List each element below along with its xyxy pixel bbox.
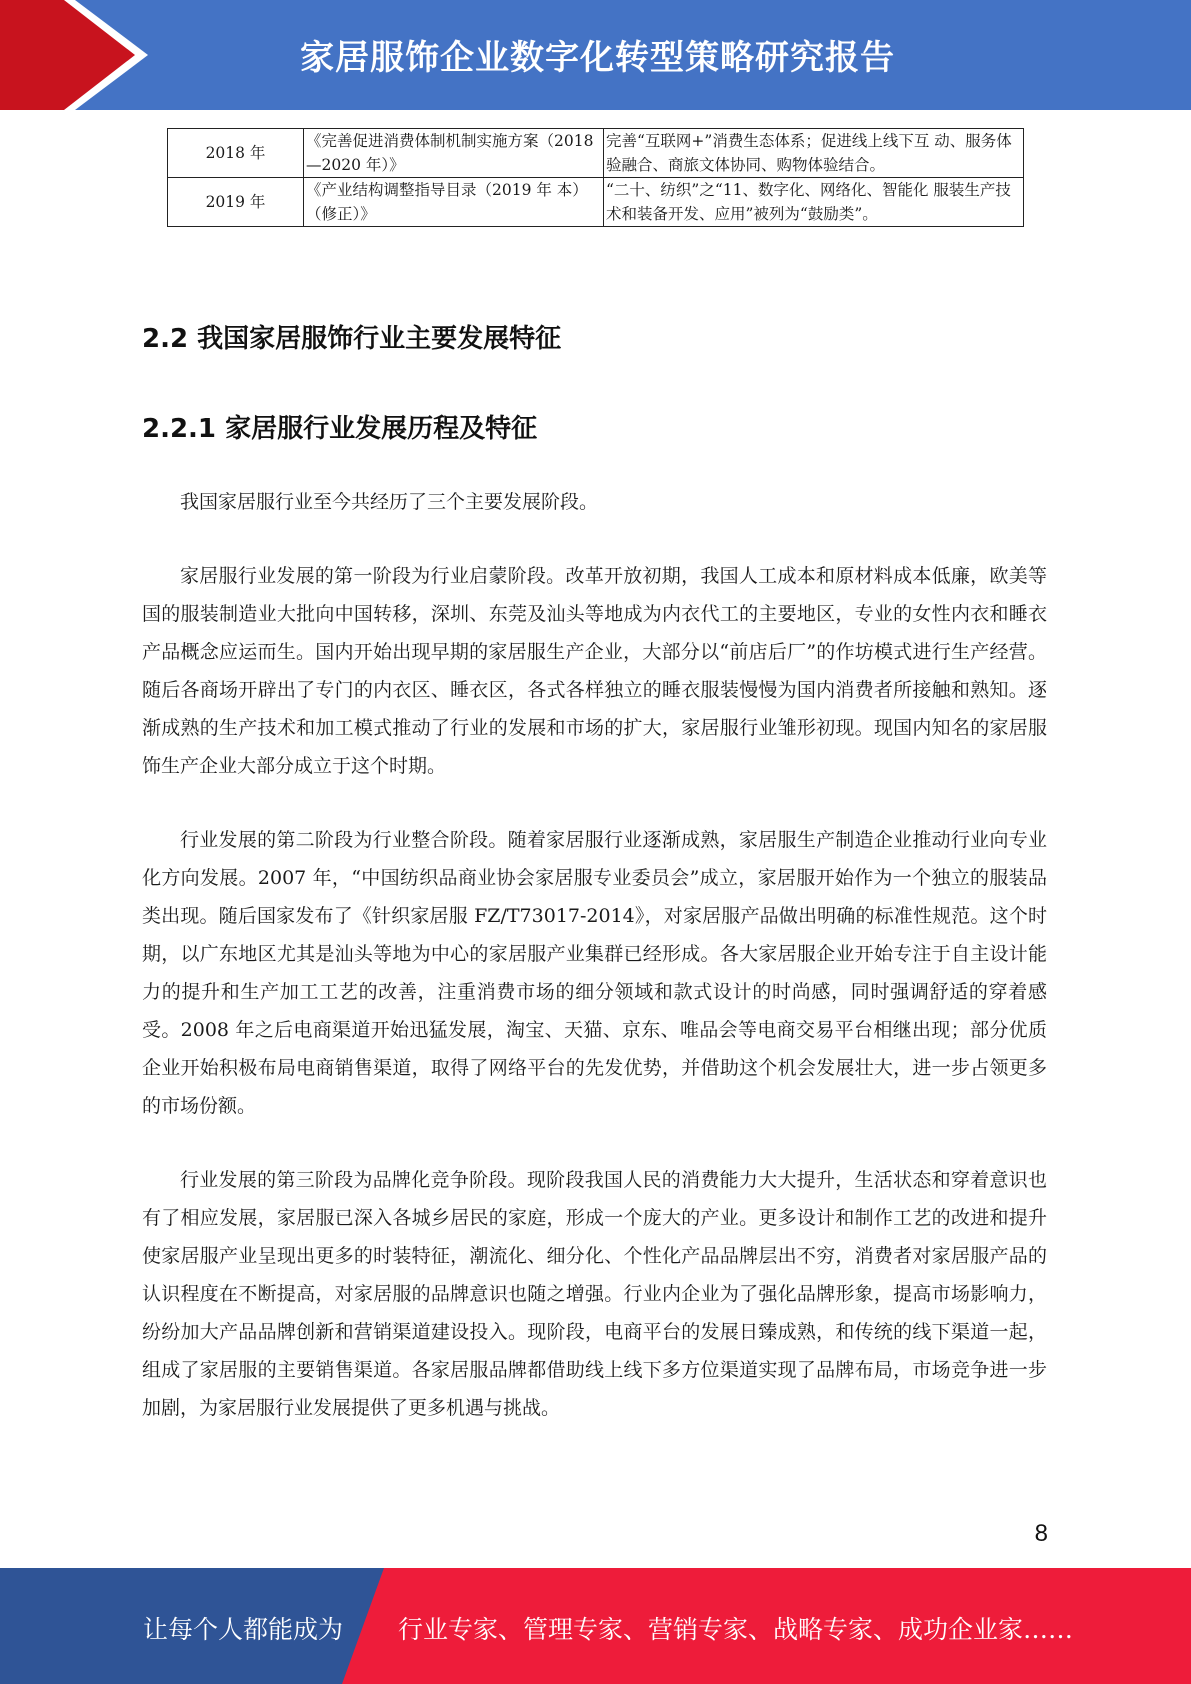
header-banner <box>0 0 1191 110</box>
paragraph: 我国家居服行业至今共经历了三个主要发展阶段。 <box>180 491 599 513</box>
table-row <box>168 129 1024 178</box>
table-row <box>168 178 1024 227</box>
paragraph: 行业发展的第三阶段为品牌化竞争阶段。现阶段我国人民的消费能力大大提升，生活状态和穿着意识也有了相应发展，家居服已深入各城乡居民的家庭，形成一个庞大的产业。更多设计和制作工艺的改进和提升使家居服产业呈现出更多的时装特征，潮流化、细分化、个性化产品品牌层出不穷，消费者对家居服产品的认识程度在不断提高，对家居服的品牌意识也随之增强。行业内企业为了强化品牌形象，提高市场影响力，纷纷加大产品品牌创新和营销渠道建设投入。现阶段，电商平台的发展日臻成熟，和传统的线下渠道一起，组成了家居服的主要销售渠道。各家居服品牌都借助线上线下多方位渠道实现了品牌布局，市场竞争进一步加剧，为家居服行业发展提供了更多机遇与挑战。 <box>142 1169 1047 1419</box>
footer-slogan-left: 让每个人都能成为 <box>143 1615 344 1644</box>
table-cell-document: 《产业结构调整指导目录（2019 年 本）（修正）》 <box>304 178 604 227</box>
header-arrow-decoration <box>0 0 160 110</box>
footer-slogan-right: 行业专家、管理专家、营销专家、战略专家、成功企业家…… <box>398 1615 1074 1644</box>
table-cell-year: 2018 年 <box>168 129 304 178</box>
report-title: 家居服饰企业数字化转型策略研究报告 <box>300 38 895 78</box>
table-cell-year: 2019 年 <box>168 178 304 227</box>
paragraph: 家居服行业发展的第一阶段为行业启蒙阶段。改革开放初期，我国人工成本和原材料成本低廉，欧美等国的服装制造业大批向中国转移，深圳、东莞及汕头等地成为内衣代工的主要地区，专业的女性内衣和睡衣产品概念应运而生。国内开始出现早期的家居服生产企业，大部分以“前店后厂”的作坊模式进行生产经营。随后各商场开辟出了专门的内衣区、睡衣区，各式各样独立的睡衣服装慢慢为国内消费者所接触和熟知。逐渐成熟的生产技术和加工模式推动了行业的发展和市场的扩大，家居服行业雏形初现。现国内知名的家居服饰生产企业大部分成立于这个时期。 <box>142 565 1047 777</box>
table-cell-document <box>304 129 604 178</box>
page-number: 8 <box>1034 1520 1048 1547</box>
section-heading: 2.2 我国家居服饰行业主要发展特征 <box>142 324 562 354</box>
paragraph: 行业发展的第二阶段为行业整合阶段。随着家居服行业逐渐成熟，家居服生产制造企业推动行业向专业化方向发展。2007 年，“中国纺织品商业协会家居服专业委员会”成立，家居服开始作为一个独立的服装品类出现。随后国家发布了《针织家居服 FZ/T73017-2014》，对家居服产品做出明确的标准性规范。这个时期，以广东地区尤其是汕头等地为中心的家居服产业集群已经形成。各大家居服企业开始专注于自主设计能力的提升和生产加工工艺的改善，注重消费市场的细分领域和款式设计的时尚感，同时强调舒适的穿着感受。2008 年之后电商渠道开始迅猛发展，淘宝、天猫、京东、唯品会等电商交易平台相继出现；部分优质企业开始积极布局电商销售渠道，取得了网络平台的先发优势，并借助这个机会发展壮大，进一步占领更多的市场份额。 <box>142 829 1047 1117</box>
footer-banner <box>0 1568 1191 1684</box>
policy-table <box>167 128 1024 227</box>
body-text <box>142 483 1047 1463</box>
subsection-heading: 2.2.1 家居服行业发展历程及特征 <box>142 414 538 444</box>
document-text: 《完善促进消费体制机制实施方案（2018—2020 年）》 <box>306 132 594 174</box>
table-cell-content: 完善“互联网+”消费生态体系；促进线上线下互 动、服务体验融合、商旅文体协同、购物体验结合。 <box>604 129 1024 178</box>
table-cell-content: “二十、纺织”之“11、数字化、网络化、智能化 服装生产技术和装备开发、应用”被列为“鼓励类”。 <box>604 178 1024 227</box>
